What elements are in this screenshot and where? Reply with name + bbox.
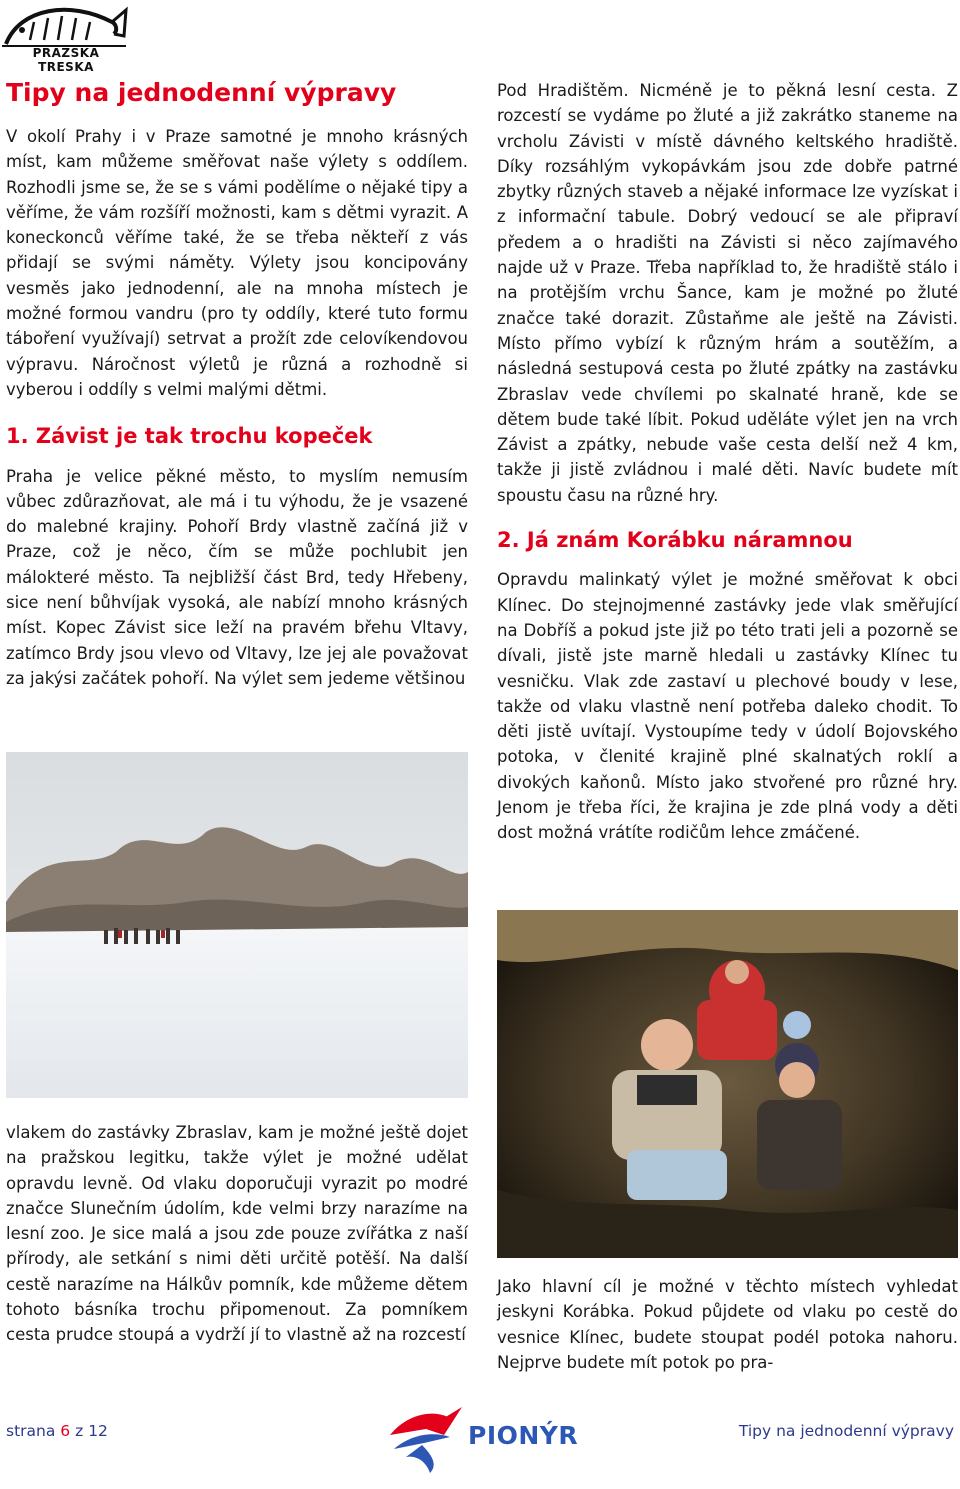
- page-sep: z: [75, 1422, 84, 1440]
- right-column-top: [497, 78, 958, 846]
- left-column-bottom: [6, 1120, 468, 1348]
- section-1-text: Praha je velice pěkné město, to myslím nemusím vůbec zdůrazňovat, ale má i tu výhodu, že je vsazené do malebné krajiny. Pohoří Brdy vlastně začíná již v Praze, což je něco, čím se může pochlubit jen málokteré město. Ta nejbližší část Brd, tedy Hřebeny, sice není bůhvíjak vysoká, ale nabízí mnoho krásných míst. Kopec Závist sice leží na pravém břehu Vltavy, zatímco Brdy jsou vlevo od Vltavy, lze jej ale považovat za jakýsi začátek pohoří. Na výlet sem jedeme většinou: [6, 466, 468, 688]
- fish-logo-icon: [0, 0, 130, 50]
- section-2-text: Opravdu malinkatý výlet je možné směřovat k obci Klínec. Do stejnojmenné zastávky jede vlak směřující na Dobříš a pokud jste již po této trati jeli a pozorně se dívali, jistě jste marně hledali u zastávky Klínec tu vesničku. Vlak zde zastaví u plechové boudy v lese, takže od vlaku vlastně není potřeba daleko chodit. To děti jistě uvítají. Vystoupíme tedy v údolí Bojovského potoka, v členité krajině plné skalnatých roklí a divokých kaňonů. Místo jako stvořené pro různé hry. Jenom je třeba říci, že krajina je zde plná vody a děti dost možná vrátíte rodičům lehce zmáčené.: [497, 570, 958, 843]
- left-column-top: [6, 124, 468, 691]
- snow-field-image: [6, 752, 468, 1098]
- section-1-right-text: Pod Hradištěm. Nicméně je to pěkná lesní cesta. Z rozcestí se vydáme po žluté a již zakrátko staneme na vrcholu Závisti v místě dávného keltského hradiště. Díky rozsáhlým vykopávkám jsou zde dobře patrné zbytky různých staveb a nějaké informace lze vyzískat i z informační tabule. Dobrý vedoucí se ale připraví předem a o hradišti na Závisti si něco zajímavého najde už v Praze. Třeba například to, že hradiště stálo i na protějším vrchu Šance, kam je možné po žluté značce také dorazit. Zůstaňme ale ještě na Závisti. Místo přímo vybízí k různým hrám a soutěžím, a následná sestupová cesta po žluté zpátky na zastávku Zbraslav vede chvílemi po skalnaté hraně, kde se dětem bude také líbit. Pokud uděláte výlet jen na vrch Závist a zpátky, nebude vaše cesta delší než 4 km, takže ji jistě zvládnou i malé děti. Navíc budete mít spoustu času na různé hry.: [497, 81, 958, 505]
- section-2-continuation: Jako hlavní cíl je možné v těchto místech vyhledat jeskyni Korábka. Pokud půjdete od vlaku po cestě do vesnice Klínec, budete stoupat podél potoka nahoru. Nejprve budete mít potok po pra-: [497, 1277, 958, 1372]
- section-1-heading: 1. Závist je tak trochu kopeček: [6, 424, 373, 449]
- logo-prazska-treska: [0, 0, 130, 74]
- page-prefix: strana: [6, 1422, 56, 1440]
- photo-cave: [497, 910, 958, 1258]
- page-title: Tipy na jednodenní výpravy: [6, 78, 397, 107]
- section-2-heading: 2. Já znám Korábku náramnou: [497, 528, 853, 553]
- pionyr-logo: [386, 1405, 586, 1475]
- right-column-bottom: [497, 1274, 958, 1375]
- page-current: 6: [60, 1422, 71, 1440]
- pionyr-bird-icon: [386, 1405, 466, 1475]
- cave-image: [497, 910, 958, 1258]
- intro-paragraph: V okolí Prahy i v Praze samotné je mnoho krásných míst, kam můžeme směřovat naše výlety s oddílem. Rozhodli jsme se, že se s vámi podělíme o nějaké tipy a věříme, že vám rozšíří možnosti, kam s dětmi vyrazit. A koneckonců věříme také, že se třeba někteří z vás přidají se svými náměty. Výlety jsou koncipovány vesměs jako jednodenní, ale na mnoha místech je možné formou vandru (pro ty oddíly, které tuto formu táboření využívají) setrvat a prožít zde celovíkendovou výpravu. Náročnost výletů je různá a rozhodně si vyberou i oddíly s velmi malými dětmi.: [6, 127, 468, 399]
- section-1-continuation: vlakem do zastávky Zbraslav, kam je možné ještě dojet na pražskou legitku, takže výlet je možné udělat opravdu levně. Od vlaku doporučuji vyrazit po modré značce Slunečním údolím, kde velmi brzy narazíme na lesní zoo. Je sice malá a jsou zde pouze zvířátka z naší přírody, ale setkání s nimi děti určitě potěší. Na další cestě narazíme na Hálkův pomník, kde můžeme dětem tohoto básníka trochu připomenout. Za pomníkem cesta prudce stoupá a vydrží jí to vlastně až na rozcestí: [6, 1123, 468, 1345]
- photo-snow-field: [6, 752, 468, 1098]
- logo-text: PRAŽSKÁ TRESKA: [32, 46, 100, 74]
- footer-section-title: Tipy na jednodenní výpravy: [738, 1422, 954, 1440]
- page-total: 12: [88, 1422, 108, 1440]
- page-number: [6, 1422, 108, 1440]
- pionyr-brand-text: PIONÝR: [468, 1421, 579, 1450]
